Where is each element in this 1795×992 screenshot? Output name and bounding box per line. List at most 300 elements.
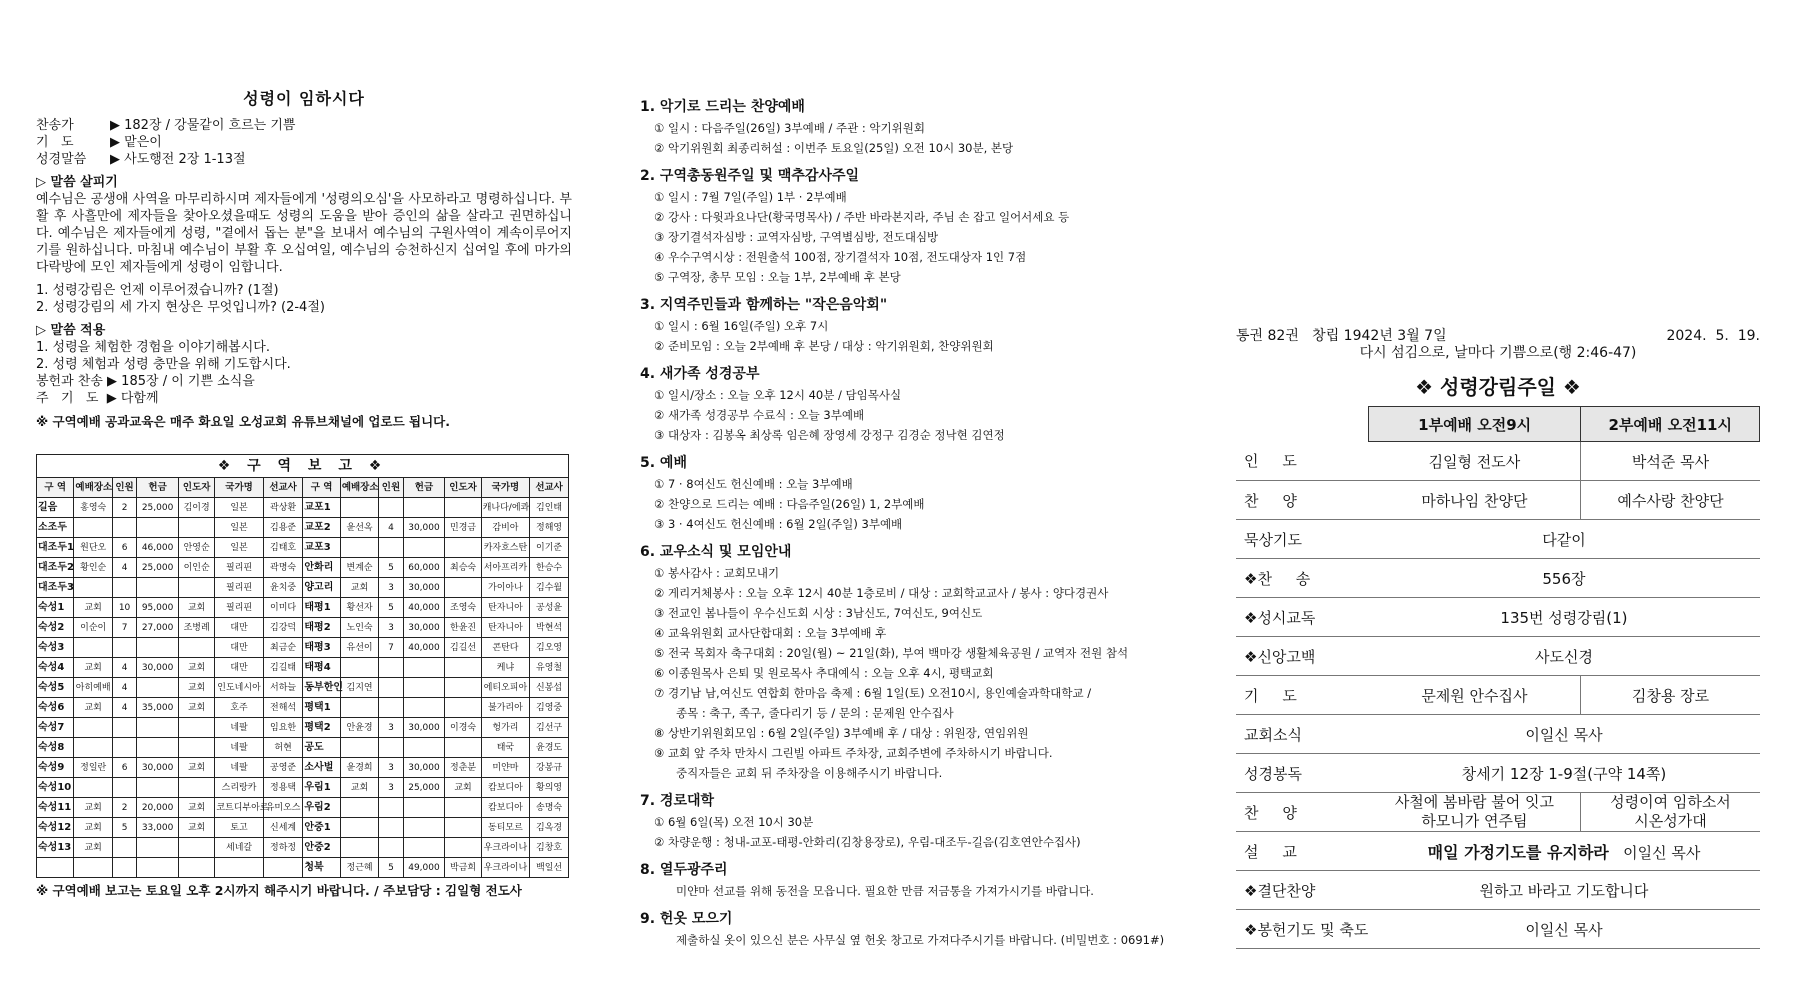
report-cell: 홍영숙: [74, 498, 113, 518]
report-cell: 3: [379, 718, 403, 738]
report-cell: [74, 738, 113, 758]
report-cell: [137, 738, 179, 758]
report-cell: 소조두: [37, 518, 74, 538]
report-cell: 25,000: [403, 778, 445, 798]
report-cell: 김옥경: [530, 818, 569, 838]
table-row: [37, 618, 569, 638]
sermon-cell: [1368, 832, 1759, 871]
table-row: [37, 758, 569, 778]
report-cell: [340, 498, 379, 518]
announcement-item: ② 새가족 성경공부 수료식 : 오늘 3부예배: [654, 408, 865, 422]
report-cell: 이기준: [530, 538, 569, 558]
report-cell: 유영철: [530, 658, 569, 678]
report-cell: 태평2: [303, 618, 340, 638]
youtube-note: ※ 구역예배 공과교육은 매주 화요일 오성교회 유튜브채널에 업로드 됩니다.: [36, 414, 450, 429]
service-1-header: 1부예배 오전9시: [1368, 407, 1581, 442]
report-cell: [74, 718, 113, 738]
worship-value-1: 김일형 전도사: [1368, 442, 1581, 481]
report-cell: [445, 738, 481, 758]
report-column-header: 구 역: [37, 478, 74, 498]
report-cell: 2: [112, 498, 136, 518]
report-cell: 네팔: [215, 738, 263, 758]
report-cell: [37, 858, 74, 878]
table-row: [37, 798, 569, 818]
worship-label: 설 교: [1236, 832, 1368, 871]
report-cell: 김길선: [445, 638, 481, 658]
worship-label: 찬 양: [1236, 481, 1368, 520]
report-cell: 대만: [215, 638, 263, 658]
report-cell: [179, 778, 215, 798]
report-cell: 숙성11: [37, 798, 74, 818]
lords-prayer: 주 기 도 ▶ 다함께: [36, 391, 159, 406]
report-cell: 김지연: [340, 678, 379, 698]
report-cell: 숙성2: [37, 618, 74, 638]
report-cell: 30,000: [137, 658, 179, 678]
report-column-header: 인원: [379, 478, 403, 498]
report-column-header: 인도자: [179, 478, 215, 498]
report-cell: 가이아나: [481, 578, 529, 598]
worship-row: [1236, 793, 1760, 832]
report-cell: 5: [379, 598, 403, 618]
report-cell: 아히예배: [74, 678, 113, 698]
report-cell: 대조두1: [37, 538, 74, 558]
report-cell: 3: [379, 578, 403, 598]
report-cell: 한승수: [530, 558, 569, 578]
table-row: [37, 538, 569, 558]
report-cell: 케냐: [481, 658, 529, 678]
report-cell: 박금희: [445, 858, 481, 878]
announcement-item: ⑦ 경기남 남,여신도 연합회 한마음 축제 : 6월 1일(토) 오전10시, 용인예술과학대학교 /: [654, 686, 1092, 700]
announcement-item: ⑨ 교회 앞 주차 만차시 그린빌 아파트 주차장, 교회주변에 주차하시기 바랍니다.: [654, 746, 1053, 760]
report-cell: 강봉규: [530, 758, 569, 778]
service-2-header: 2부예배 오전11시: [1581, 407, 1760, 442]
worship-row: [1236, 442, 1760, 481]
report-cell: [74, 778, 113, 798]
header-label: 성경말씀: [36, 152, 87, 167]
worship-row: [1236, 598, 1760, 637]
worship-value-1: 사철에 봄바람 불어 잇고 하모니가 연주팀: [1368, 793, 1581, 832]
report-cell: [340, 818, 379, 838]
report-cell: 불가리아: [481, 698, 529, 718]
report-column-header: 헌금: [403, 478, 445, 498]
report-cell: [379, 538, 403, 558]
report-cell: 태국: [481, 738, 529, 758]
report-cell: [137, 578, 179, 598]
report-cell: 교회: [74, 598, 113, 618]
report-cell: 황의영: [530, 778, 569, 798]
worship-label: 찬 양: [1236, 793, 1368, 832]
report-cell: 2: [112, 798, 136, 818]
worship-value: 다같이: [1368, 520, 1759, 559]
report-cell: 정춘분: [445, 758, 481, 778]
report-header-row: [37, 478, 569, 498]
worship-row: [1236, 481, 1760, 520]
report-cell: 40,000: [403, 638, 445, 658]
report-cell: 35,000: [137, 698, 179, 718]
announcement-item: 제출하실 옷이 있으신 분은 사무실 옆 헌옷 창고로 가져다주시기를 바랍니다. (비밀번호 : 0691#): [676, 933, 1165, 947]
report-cell: 교회: [340, 578, 379, 598]
report-column-header: 예배장소: [74, 478, 113, 498]
report-cell: 유선이: [340, 638, 379, 658]
report-cell: [379, 658, 403, 678]
table-row: [37, 678, 569, 698]
worship-value: 사도신경: [1368, 637, 1759, 676]
report-cell: [379, 698, 403, 718]
announcement-item: ② 찬양으로 드리는 예배 : 다음주일(26일) 1, 2부예배: [654, 497, 925, 511]
report-cell: 숙성9: [37, 758, 74, 778]
report-column-header: 선교사: [530, 478, 569, 498]
report-cell: [112, 718, 136, 738]
report-cell: [445, 538, 481, 558]
cell-group-study-page: [36, 88, 572, 899]
announcement-item: ① 봉사감사 : 교회모내기: [654, 566, 780, 580]
report-cell: [112, 518, 136, 538]
report-cell: [179, 738, 215, 758]
study-title: 성령이 임하시다: [243, 89, 365, 108]
report-cell: 5: [112, 818, 136, 838]
apply-2: 2. 성령 체험과 성령 충만을 위해 기도합시다.: [36, 357, 291, 372]
report-cell: [445, 498, 481, 518]
report-column-header: 국가명: [215, 478, 263, 498]
report-cell: 숙성1: [37, 598, 74, 618]
report-cell: [112, 738, 136, 758]
report-cell: [379, 818, 403, 838]
report-cell: 교회: [179, 598, 215, 618]
report-cell: 30,000: [137, 758, 179, 778]
table-row: [37, 658, 569, 678]
report-cell: 30,000: [403, 758, 445, 778]
report-cell: [74, 518, 113, 538]
study-paragraph: 예수님은 공생애 사역을 마무리하시며 제자들에게 '성령의오심'을 사모하라고 명령하십니다. 부활 후 사흘만에 제자들을 찾아오셨을때도 성령의 도움을 받아 증인의 삶을 살라고 권면하십니다. 예수님은 제자들에게 성령, "곁에서 돕는 분"을 보내서 예수님의 구원사역이 계속이루어지기를 원하십니다. 마침내 예수님이 부활 후 오십여일, 예수님의 승천하신지 십여일 후에 마가의 다락방에 모인 제자들에게 성령이 임합니다.: [36, 192, 572, 275]
report-cell: [445, 578, 481, 598]
report-cell: 안영순: [179, 538, 215, 558]
report-cell: 20,000: [137, 798, 179, 818]
apply-1: 1. 성령을 체험한 경험을 이야기해봅시다.: [36, 340, 270, 355]
worship-value: 원하고 바라고 기도합니다: [1368, 871, 1759, 910]
report-cell: 원단오: [74, 538, 113, 558]
announcement-item: 종목 : 축구, 족구, 줄다리기 등 / 문의 : 문제원 안수집사: [676, 706, 954, 720]
report-cell: 숙성13: [37, 838, 74, 858]
report-cell: 노인숙: [340, 618, 379, 638]
report-cell: [340, 838, 379, 858]
report-cell: 대조두3: [37, 578, 74, 598]
report-cell: [340, 538, 379, 558]
report-cell: 정용택: [263, 778, 303, 798]
report-cell: 7: [379, 638, 403, 658]
offering-hymn: 봉헌과 찬송 ▶ 185장 / 이 기쁜 소식을: [36, 374, 255, 389]
report-cell: 30,000: [403, 518, 445, 538]
report-cell: 정근혜: [340, 858, 379, 878]
report-cell: 곽상환: [263, 498, 303, 518]
report-cell: 교회: [179, 758, 215, 778]
report-cell: 4: [112, 698, 136, 718]
report-cell: [445, 678, 481, 698]
worship-value-2: 김창용 장로: [1581, 676, 1760, 715]
report-cell: 49,000: [403, 858, 445, 878]
question-1: 1. 성령강림은 언제 이루어졌습니까? (1절): [36, 283, 279, 298]
announcement-item: 중직자들은 교회 뒤 주차장을 이용해주시기 바랍니다.: [676, 766, 943, 780]
announcement-item: ① 일시 : 7월 7일(주일) 1부 · 2부예배: [654, 190, 847, 204]
report-cell: 감비아: [481, 518, 529, 538]
report-cell: [74, 638, 113, 658]
report-cell: 3: [379, 618, 403, 638]
report-cell: 5: [379, 558, 403, 578]
report-cell: 30,000: [403, 578, 445, 598]
report-cell: 김수월: [530, 578, 569, 598]
announcement-item: ③ 장기결석자심방 : 교역자심방, 구역별심방, 전도대심방: [654, 230, 939, 244]
worship-label: ❖성시교독: [1236, 598, 1368, 637]
report-cell: 우크라이나: [481, 858, 529, 878]
report-cell: 캄보디아: [481, 778, 529, 798]
report-cell: 6: [112, 758, 136, 778]
announcement-item: ① 일시/장소 : 오늘 오후 12시 40분 / 담임목사실: [654, 388, 902, 402]
report-cell: 신봉섭: [530, 678, 569, 698]
report-cell: 서아프리카: [481, 558, 529, 578]
report-cell: 필리핀: [215, 578, 263, 598]
report-cell: [179, 858, 215, 878]
report-cell: 김강덕: [263, 618, 303, 638]
report-cell: 김용준: [263, 518, 303, 538]
report-cell: 김선구: [530, 718, 569, 738]
church-motto: 다시 섬김으로, 날마다 기쁨으로(행 2:46-47): [1359, 345, 1637, 361]
worship-row: [1236, 910, 1760, 949]
report-cell: 민경금: [445, 518, 481, 538]
report-cell: [379, 838, 403, 858]
sunday-title: ❖ 성령강림주일 ❖: [1415, 375, 1581, 399]
report-cell: 박현석: [530, 618, 569, 638]
worship-order-table: [1236, 406, 1760, 949]
worship-value: 135번 성령강림(1): [1368, 598, 1759, 637]
bulletin-header: [1236, 327, 1760, 345]
report-cell: [215, 858, 263, 878]
report-cell: 우크라이나: [481, 838, 529, 858]
cell-report-table: [36, 454, 569, 878]
report-cell: 30,000: [403, 618, 445, 638]
report-cell: 정해영: [530, 518, 569, 538]
report-cell: 숙성5: [37, 678, 74, 698]
report-cell: 교회: [179, 698, 215, 718]
bulletin-date: 2024. 5. 19.: [1666, 328, 1760, 344]
report-cell: 김태호: [263, 538, 303, 558]
report-cell: 교회: [179, 658, 215, 678]
report-cell: 네팔: [215, 718, 263, 738]
report-cell: 정하정: [263, 838, 303, 858]
report-cell: 송명숙: [530, 798, 569, 818]
report-cell: 숙성3: [37, 638, 74, 658]
report-cell: 서하늘: [263, 678, 303, 698]
report-cell: [137, 518, 179, 538]
report-cell: 허현: [263, 738, 303, 758]
report-cell: 스리랑카: [215, 778, 263, 798]
report-cell: 캄보디아: [481, 798, 529, 818]
report-cell: [112, 858, 136, 878]
report-cell: 조병례: [179, 618, 215, 638]
report-cell: 숙성6: [37, 698, 74, 718]
table-row: [37, 818, 569, 838]
report-cell: 33,000: [137, 818, 179, 838]
worship-label: 기 도: [1236, 676, 1368, 715]
worship-value-2: 박석준 목사: [1581, 442, 1760, 481]
report-column-header: 인원: [112, 478, 136, 498]
report-cell: 태평3: [303, 638, 340, 658]
announcement-item: ② 준비모임 : 오늘 2부예배 후 본당 / 대상 : 악기위원회, 찬양위원회: [654, 339, 994, 353]
report-cell: [340, 658, 379, 678]
worship-label: 성경봉독: [1236, 754, 1368, 793]
report-cell: 교회: [179, 818, 215, 838]
report-cell: 안화리: [303, 558, 340, 578]
table-row: [37, 738, 569, 758]
report-cell: 필리핀: [215, 598, 263, 618]
worship-label: ❖신앙고백: [1236, 637, 1368, 676]
report-cell: 유미오스: [263, 798, 303, 818]
report-cell: 95,000: [137, 598, 179, 618]
report-cell: 태평1: [303, 598, 340, 618]
report-cell: [179, 578, 215, 598]
report-cell: 이미다: [263, 598, 303, 618]
worship-row: [1236, 754, 1760, 793]
report-cell: 황인순: [74, 558, 113, 578]
worship-row: [1236, 832, 1760, 871]
report-cell: 조영숙: [445, 598, 481, 618]
report-cell: 토고: [215, 818, 263, 838]
announcement-item: ① 7 · 8여신도 헌신예배 : 오늘 3부예배: [654, 477, 853, 491]
report-cell: [403, 658, 445, 678]
worship-row: [1236, 559, 1760, 598]
report-cell: [137, 678, 179, 698]
report-cell: [379, 738, 403, 758]
report-cell: 윤선옥: [340, 518, 379, 538]
report-cell: 숙성7: [37, 718, 74, 738]
report-cell: 이경숙: [445, 718, 481, 738]
report-cell: [112, 778, 136, 798]
worship-value: 556장: [1368, 559, 1759, 598]
announcement-item: ① 일시 : 6월 16일(주일) 오후 7시: [654, 319, 829, 333]
worship-value: 이일신 목사: [1368, 715, 1759, 754]
report-cell: [179, 518, 215, 538]
report-cell: 교회: [74, 658, 113, 678]
worship-row: [1236, 715, 1760, 754]
report-cell: 숙성12: [37, 818, 74, 838]
report-cell: 소사벌: [303, 758, 340, 778]
worship-label: ❖결단찬양: [1236, 871, 1368, 910]
report-cell: [379, 798, 403, 818]
table-row: [37, 578, 569, 598]
report-cell: [137, 858, 179, 878]
table-row: [37, 858, 569, 878]
table-row: [37, 778, 569, 798]
report-cell: 평택2: [303, 718, 340, 738]
report-title: ❖ 구 역 보 고 ❖: [37, 455, 569, 478]
report-cell: 4: [112, 678, 136, 698]
report-cell: [403, 838, 445, 858]
report-cell: 김오영: [530, 638, 569, 658]
report-cell: [340, 738, 379, 758]
report-cell: [74, 578, 113, 598]
header-row: [36, 117, 572, 134]
report-cell: [179, 718, 215, 738]
report-cell: 김영중: [530, 698, 569, 718]
report-cell: 캐나다/에콰: [481, 498, 529, 518]
blank-cell: [1236, 407, 1368, 442]
report-cell: 탄자니아: [481, 618, 529, 638]
report-cell: 헝가리: [481, 718, 529, 738]
table-row: [37, 718, 569, 738]
table-row: [37, 558, 569, 578]
report-cell: [403, 498, 445, 518]
report-cell: [112, 578, 136, 598]
report-column-header: 인도자: [445, 478, 481, 498]
header-value: ▶ 맡은이: [110, 135, 162, 150]
report-cell: 우림2: [303, 798, 340, 818]
announcement-heading: 8. 열두광주리: [640, 862, 728, 878]
report-column-header: 헌금: [137, 478, 179, 498]
announcement-item: 미얀마 선교를 위해 동전을 모읍니다. 필요한 만큼 저금통을 가져가시기를 바랍니다.: [676, 884, 1094, 898]
section-heading-observe: ▷ 말씀 살피기: [36, 175, 118, 190]
report-cell: [137, 718, 179, 738]
report-cell: 김길태: [263, 658, 303, 678]
header-label: 찬송가: [36, 118, 74, 133]
announcement-item: ⑤ 구역장, 총무 모임 : 오늘 1부, 2부예배 후 본당: [654, 270, 901, 284]
report-cell: 이인순: [179, 558, 215, 578]
report-cell: 3: [379, 758, 403, 778]
report-cell: 4: [112, 658, 136, 678]
report-cell: 길음: [37, 498, 74, 518]
report-cell: 세네갈: [215, 838, 263, 858]
report-cell: 황선자: [340, 598, 379, 618]
table-row: [37, 598, 569, 618]
report-cell: 우림1: [303, 778, 340, 798]
report-cell: 교회: [340, 778, 379, 798]
table-row: [37, 838, 569, 858]
worship-label: ❖봉헌기도 및 축도: [1236, 910, 1368, 949]
report-cell: [179, 838, 215, 858]
table-row: [37, 698, 569, 718]
report-cell: 교회: [179, 678, 215, 698]
report-cell: 백일선: [530, 858, 569, 878]
report-cell: [403, 538, 445, 558]
report-cell: 곽명숙: [263, 558, 303, 578]
announcement-item: ⑧ 상반기위원회모임 : 6월 2일(주일) 3부예배 후 / 대상 : 위원장, 연임위원: [654, 726, 1029, 740]
announcement-item: ① 일시 : 다음주일(26일) 3부예배 / 주관 : 악기위원회: [654, 121, 925, 135]
report-cell: 교회: [74, 698, 113, 718]
report-cell: 정일란: [74, 758, 113, 778]
report-cell: [403, 738, 445, 758]
report-cell: 교회: [74, 798, 113, 818]
report-cell: [403, 678, 445, 698]
announcement-item: ② 차량운행 : 청내-교포-태평-안화리(김창용장로), 우림-대조두-길음(김호연안수집사): [654, 835, 1081, 849]
worship-label: ❖찬 송: [1236, 559, 1368, 598]
announcement-item: ② 게리거체봉사 : 오늘 오후 12시 40분 1층로비 / 대상 : 교회학교교사 / 봉사 : 양다경권사: [654, 586, 1109, 600]
question-2: 2. 성령강림의 세 가지 현상은 무엇입니까? (2-4절): [36, 300, 325, 315]
report-cell: 태평4: [303, 658, 340, 678]
report-cell: 27,000: [137, 618, 179, 638]
report-cell: 5: [379, 858, 403, 878]
report-cell: 윤치중: [263, 578, 303, 598]
announcement-item: ⑥ 이종원목사 은퇴 및 원로목사 추대예식 : 오늘 오후 4시, 평택교회: [654, 666, 994, 680]
report-cell: [74, 858, 113, 878]
report-cell: 신세계: [263, 818, 303, 838]
report-cell: 대조두2: [37, 558, 74, 578]
header-row: [36, 151, 572, 168]
report-cell: 코트디부아르: [215, 798, 263, 818]
announcement-item: ③ 대상자 : 김봉옥 최상록 임은혜 장영세 강정구 김경순 정낙현 김연정: [654, 428, 1005, 442]
report-cell: [403, 698, 445, 718]
report-cell: 교회: [74, 818, 113, 838]
volume-info: 통권 82권 창립 1942년 3월 7일: [1236, 328, 1447, 344]
report-cell: [445, 658, 481, 678]
report-column-header: 국가명: [481, 478, 529, 498]
report-column-header: 예배장소: [340, 478, 379, 498]
